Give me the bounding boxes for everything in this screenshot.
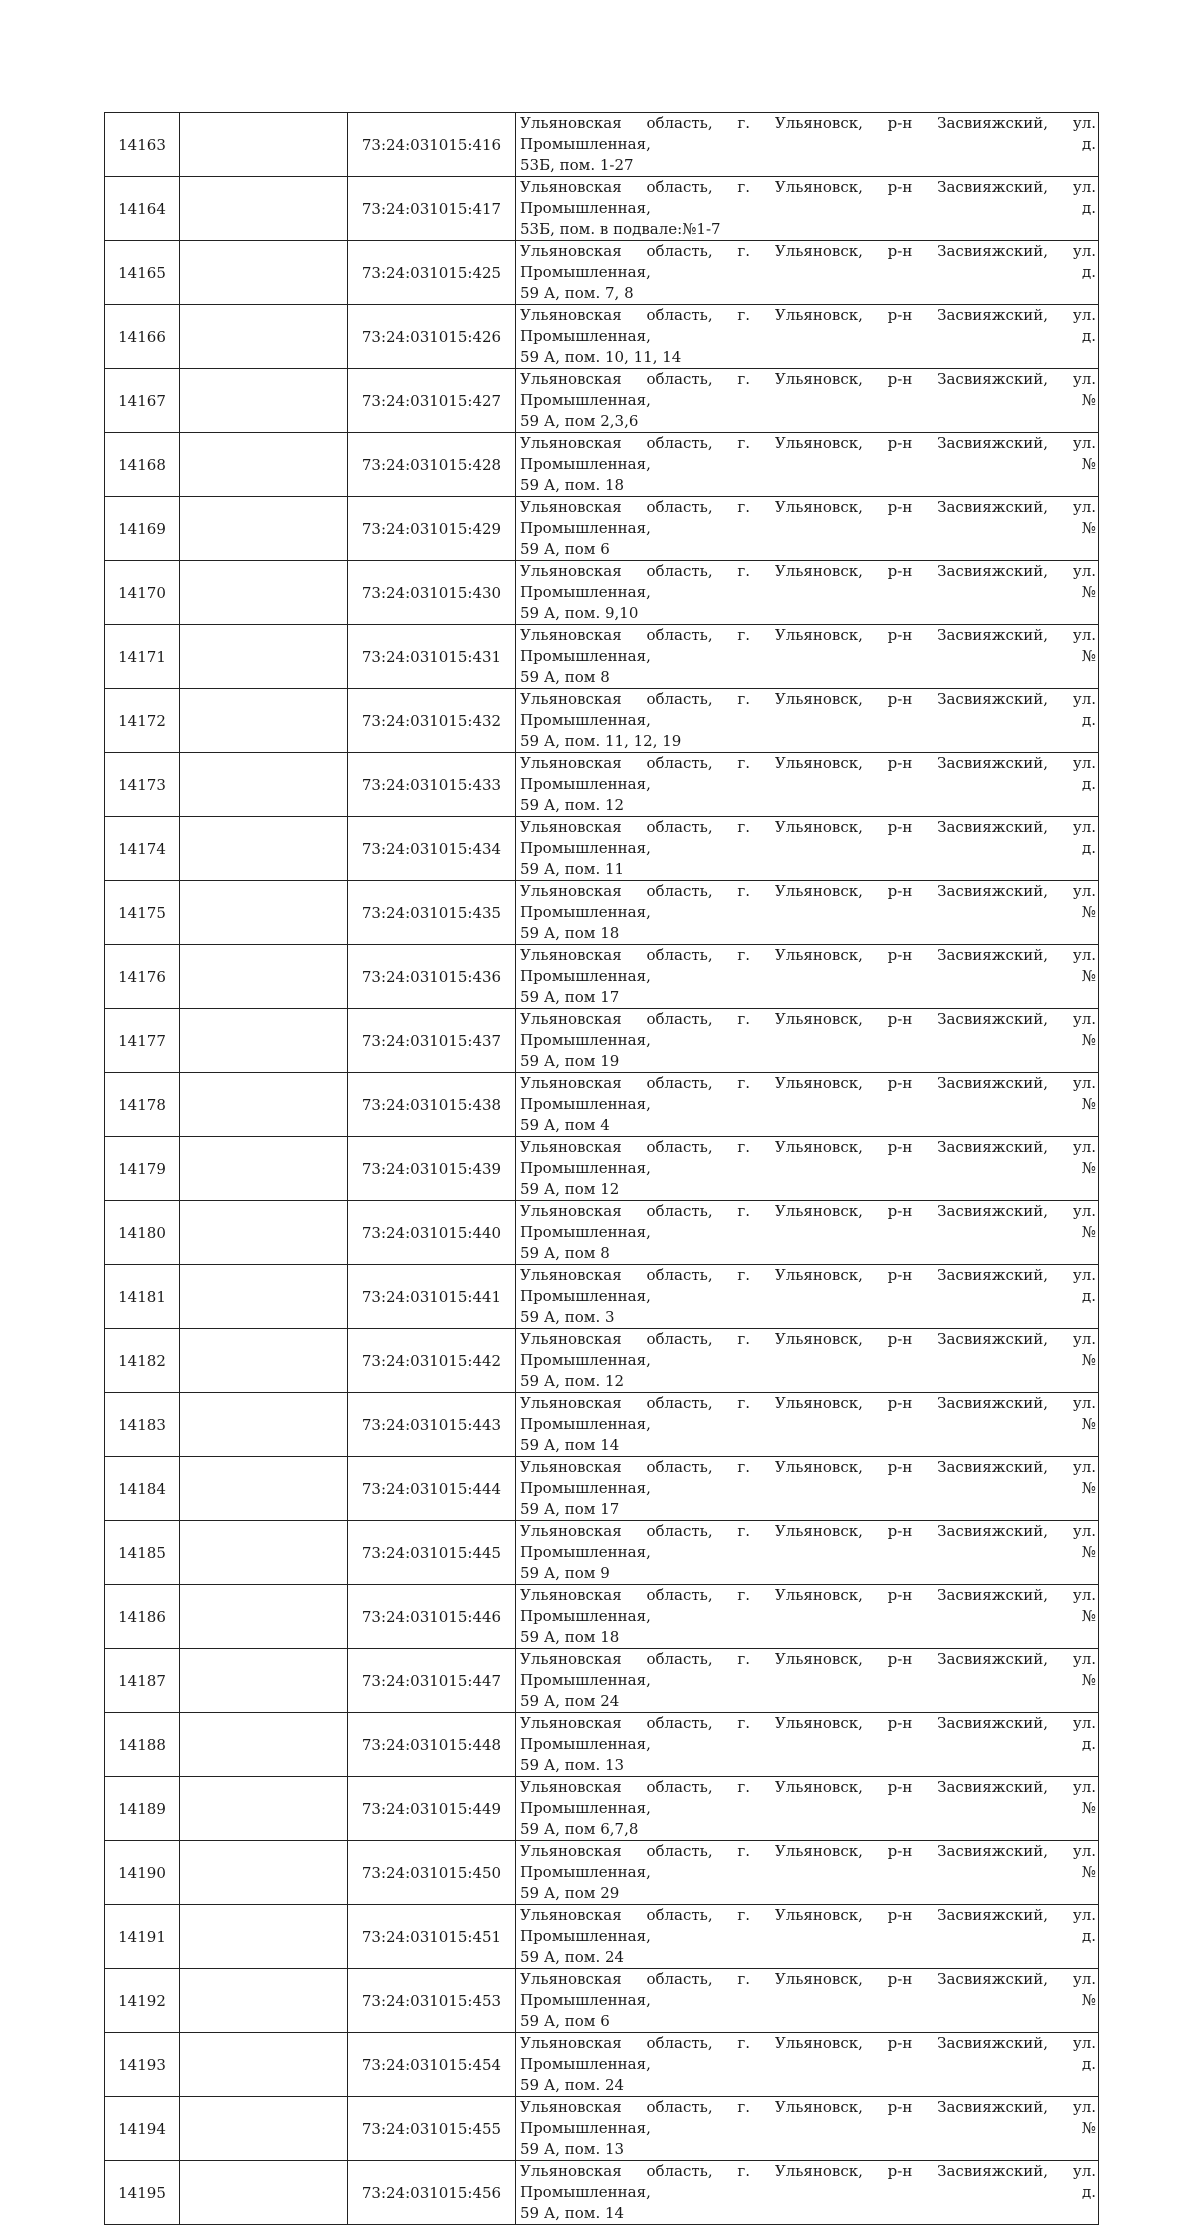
address-cell xyxy=(516,1329,1099,1393)
empty-cell xyxy=(180,753,348,817)
address-cell xyxy=(516,1201,1099,1265)
table-row xyxy=(105,561,1099,625)
address-line-2: 59 А, пом. 24 xyxy=(520,2076,625,2094)
cadastral-number-cell: 73:24:031015:417 xyxy=(348,177,516,241)
empty-cell xyxy=(180,1905,348,1969)
cadastral-number-cell: 73:24:031015:440 xyxy=(348,1201,516,1265)
table-row xyxy=(105,177,1099,241)
row-number-cell: 14173 xyxy=(105,753,180,817)
address-line-2: 59 А, пом. 11, 12, 19 xyxy=(520,732,682,750)
row-number-cell: 14183 xyxy=(105,1393,180,1457)
cadastral-number-cell: 73:24:031015:453 xyxy=(348,1969,516,2033)
address-line-1: Ульяновская область, г. Ульяновск, р-н Засвияжский, ул. Промышленная, д. xyxy=(520,114,1096,153)
row-number-cell: 14164 xyxy=(105,177,180,241)
address-line-1: Ульяновская область, г. Ульяновск, р-н Засвияжский, ул. Промышленная, д. xyxy=(520,178,1096,217)
empty-cell xyxy=(180,881,348,945)
empty-cell xyxy=(180,625,348,689)
address-line-1: Ульяновская область, г. Ульяновск, р-н Засвияжский, ул. Промышленная, № xyxy=(520,1522,1096,1561)
row-number-cell: 14167 xyxy=(105,369,180,433)
address-line-2: 59 А, пом 14 xyxy=(520,1436,620,1454)
empty-cell xyxy=(180,817,348,881)
empty-cell xyxy=(180,561,348,625)
address-line-2: 59 А, пом. 7, 8 xyxy=(520,284,634,302)
address-line-1: Ульяновская область, г. Ульяновск, р-н Засвияжский, ул. Промышленная, д. xyxy=(520,306,1096,345)
row-number-cell: 14174 xyxy=(105,817,180,881)
address-line-1: Ульяновская область, г. Ульяновск, р-н Засвияжский, ул. Промышленная, д. xyxy=(520,2034,1096,2073)
address-line-1: Ульяновская область, г. Ульяновск, р-н Засвияжский, ул. Промышленная, № xyxy=(520,1074,1096,1113)
address-line-1: Ульяновская область, г. Ульяновск, р-н Засвияжский, ул. Промышленная, № xyxy=(520,1842,1096,1881)
empty-cell xyxy=(180,689,348,753)
cadastral-number-cell: 73:24:031015:451 xyxy=(348,1905,516,1969)
table-row xyxy=(105,817,1099,881)
address-cell xyxy=(516,2033,1099,2097)
row-number-cell: 14178 xyxy=(105,1073,180,1137)
table-row xyxy=(105,1777,1099,1841)
empty-cell xyxy=(180,945,348,1009)
address-cell xyxy=(516,1649,1099,1713)
address-cell xyxy=(516,561,1099,625)
table-row xyxy=(105,753,1099,817)
address-line-2: 59 А, пом. 12 xyxy=(520,796,625,814)
address-line-1: Ульяновская область, г. Ульяновск, р-н Засвияжский, ул. Промышленная, д. xyxy=(520,754,1096,793)
table-row xyxy=(105,1585,1099,1649)
row-number-cell: 14193 xyxy=(105,2033,180,2097)
table-row xyxy=(105,1393,1099,1457)
empty-cell xyxy=(180,1073,348,1137)
address-line-2: 59 А, пом. 24 xyxy=(520,1948,625,1966)
address-line-2: 59 А, пом. 18 xyxy=(520,476,625,494)
table-row xyxy=(105,241,1099,305)
table-row xyxy=(105,1457,1099,1521)
address-line-2: 59 А, пом 4 xyxy=(520,1116,610,1134)
cadastral-number-cell: 73:24:031015:439 xyxy=(348,1137,516,1201)
row-number-cell: 14188 xyxy=(105,1713,180,1777)
row-number-cell: 14192 xyxy=(105,1969,180,2033)
row-number-cell: 14184 xyxy=(105,1457,180,1521)
empty-cell xyxy=(180,1585,348,1649)
address-cell xyxy=(516,1521,1099,1585)
address-cell xyxy=(516,1905,1099,1969)
row-number-cell: 14176 xyxy=(105,945,180,1009)
cadastral-number-cell: 73:24:031015:448 xyxy=(348,1713,516,1777)
cadastral-number-cell: 73:24:031015:441 xyxy=(348,1265,516,1329)
address-line-1: Ульяновская область, г. Ульяновск, р-н Засвияжский, ул. Промышленная, № xyxy=(520,946,1096,985)
row-number-cell: 14185 xyxy=(105,1521,180,1585)
address-line-1: Ульяновская область, г. Ульяновск, р-н Засвияжский, ул. Промышленная, д. xyxy=(520,690,1096,729)
address-line-1: Ульяновская область, г. Ульяновск, р-н Засвияжский, ул. Промышленная, № xyxy=(520,1330,1096,1369)
address-line-2: 59 А, пом. 11 xyxy=(520,860,625,878)
row-number-cell: 14190 xyxy=(105,1841,180,1905)
address-line-2: 59 А, пом 17 xyxy=(520,1500,620,1518)
row-number-cell: 14189 xyxy=(105,1777,180,1841)
row-number-cell: 14170 xyxy=(105,561,180,625)
address-cell xyxy=(516,1585,1099,1649)
row-number-cell: 14169 xyxy=(105,497,180,561)
address-line-2: 59 А, пом 6 xyxy=(520,2012,610,2030)
empty-cell xyxy=(180,1969,348,2033)
address-line-1: Ульяновская область, г. Ульяновск, р-н Засвияжский, ул. Промышленная, № xyxy=(520,1650,1096,1689)
table-row xyxy=(105,945,1099,1009)
address-line-2: 59 А, пом. 12 xyxy=(520,1372,625,1390)
table-row xyxy=(105,2161,1099,2225)
address-line-2: 53Б, пом. в подвале:№1-7 xyxy=(520,220,721,238)
table-row xyxy=(105,305,1099,369)
address-cell xyxy=(516,1009,1099,1073)
empty-cell xyxy=(180,2097,348,2161)
address-line-2: 59 А, пом 17 xyxy=(520,988,620,1006)
address-cell xyxy=(516,241,1099,305)
table-row xyxy=(105,1905,1099,1969)
row-number-cell: 14172 xyxy=(105,689,180,753)
table-row xyxy=(105,1265,1099,1329)
table-row xyxy=(105,1073,1099,1137)
table-row xyxy=(105,689,1099,753)
address-cell xyxy=(516,305,1099,369)
address-line-2: 59 А, пом 24 xyxy=(520,1692,620,1710)
address-cell xyxy=(516,1073,1099,1137)
cadastral-number-cell: 73:24:031015:430 xyxy=(348,561,516,625)
row-number-cell: 14168 xyxy=(105,433,180,497)
address-cell xyxy=(516,433,1099,497)
address-line-1: Ульяновская область, г. Ульяновск, р-н Засвияжский, ул. Промышленная, № xyxy=(520,370,1096,409)
address-line-1: Ульяновская область, г. Ульяновск, р-н Засвияжский, ул. Промышленная, д. xyxy=(520,2162,1096,2201)
address-line-2: 59 А, пом. 13 xyxy=(520,2140,625,2158)
row-number-cell: 14179 xyxy=(105,1137,180,1201)
address-line-2: 59 А, пом 12 xyxy=(520,1180,620,1198)
table-row xyxy=(105,1201,1099,1265)
cadastral-number-cell: 73:24:031015:449 xyxy=(348,1777,516,1841)
table-row xyxy=(105,1009,1099,1073)
address-line-1: Ульяновская область, г. Ульяновск, р-н Засвияжский, ул. Промышленная, № xyxy=(520,1458,1096,1497)
empty-cell xyxy=(180,1393,348,1457)
row-number-cell: 14187 xyxy=(105,1649,180,1713)
empty-cell xyxy=(180,1009,348,1073)
address-line-2: 59 А, пом. 3 xyxy=(520,1308,615,1326)
address-cell xyxy=(516,753,1099,817)
address-line-2: 59 А, пом. 9,10 xyxy=(520,604,639,622)
empty-cell xyxy=(180,241,348,305)
address-line-1: Ульяновская область, г. Ульяновск, р-н Засвияжский, ул. Промышленная, д. xyxy=(520,242,1096,281)
address-cell xyxy=(516,497,1099,561)
address-cell xyxy=(516,1841,1099,1905)
cadastral-number-cell: 73:24:031015:447 xyxy=(348,1649,516,1713)
empty-cell xyxy=(180,1201,348,1265)
registry-table xyxy=(104,112,1099,2225)
address-line-1: Ульяновская область, г. Ульяновск, р-н Засвияжский, ул. Промышленная, № xyxy=(520,1202,1096,1241)
address-cell xyxy=(516,1713,1099,1777)
address-cell xyxy=(516,1457,1099,1521)
table-row xyxy=(105,1713,1099,1777)
row-number-cell: 14186 xyxy=(105,1585,180,1649)
address-line-2: 59 А, пом 29 xyxy=(520,1884,620,1902)
cadastral-number-cell: 73:24:031015:425 xyxy=(348,241,516,305)
row-number-cell: 14182 xyxy=(105,1329,180,1393)
address-line-1: Ульяновская область, г. Ульяновск, р-н Засвияжский, ул. Промышленная, № xyxy=(520,1010,1096,1049)
cadastral-number-cell: 73:24:031015:456 xyxy=(348,2161,516,2225)
address-cell xyxy=(516,369,1099,433)
address-line-1: Ульяновская область, г. Ульяновск, р-н Засвияжский, ул. Промышленная, № xyxy=(520,1778,1096,1817)
row-number-cell: 14163 xyxy=(105,113,180,177)
address-line-2: 59 А, пом 6 xyxy=(520,540,610,558)
address-line-1: Ульяновская область, г. Ульяновск, р-н Засвияжский, ул. Промышленная, № xyxy=(520,1394,1096,1433)
address-line-2: 59 А, пом 9 xyxy=(520,1564,610,1582)
address-line-1: Ульяновская область, г. Ульяновск, р-н Засвияжский, ул. Промышленная, № xyxy=(520,1138,1096,1177)
table-row xyxy=(105,1841,1099,1905)
address-line-1: Ульяновская область, г. Ульяновск, р-н Засвияжский, ул. Промышленная, д. xyxy=(520,1266,1096,1305)
empty-cell xyxy=(180,1329,348,1393)
cadastral-number-cell: 73:24:031015:438 xyxy=(348,1073,516,1137)
table-row xyxy=(105,113,1099,177)
address-line-2: 59 А, пом 18 xyxy=(520,924,620,942)
table-row xyxy=(105,497,1099,561)
empty-cell xyxy=(180,1521,348,1585)
address-cell xyxy=(516,881,1099,945)
row-number-cell: 14177 xyxy=(105,1009,180,1073)
address-line-1: Ульяновская область, г. Ульяновск, р-н Засвияжский, ул. Промышленная, № xyxy=(520,1586,1096,1625)
table-row xyxy=(105,1521,1099,1585)
registry-table-body xyxy=(105,113,1099,2225)
table-row xyxy=(105,1649,1099,1713)
address-cell xyxy=(516,2161,1099,2225)
empty-cell xyxy=(180,369,348,433)
cadastral-number-cell: 73:24:031015:443 xyxy=(348,1393,516,1457)
cadastral-number-cell: 73:24:031015:435 xyxy=(348,881,516,945)
empty-cell xyxy=(180,1457,348,1521)
address-line-2: 59 А, пом 18 xyxy=(520,1628,620,1646)
cadastral-number-cell: 73:24:031015:426 xyxy=(348,305,516,369)
cadastral-number-cell: 73:24:031015:434 xyxy=(348,817,516,881)
cadastral-number-cell: 73:24:031015:427 xyxy=(348,369,516,433)
address-line-2: 53Б, пом. 1-27 xyxy=(520,156,634,174)
address-line-1: Ульяновская область, г. Ульяновск, р-н Засвияжский, ул. Промышленная, № xyxy=(520,882,1096,921)
empty-cell xyxy=(180,1777,348,1841)
address-line-2: 59 А, пом 8 xyxy=(520,1244,610,1262)
cadastral-number-cell: 73:24:031015:446 xyxy=(348,1585,516,1649)
table-row xyxy=(105,369,1099,433)
address-line-1: Ульяновская область, г. Ульяновск, р-н Засвияжский, ул. Промышленная, № xyxy=(520,2098,1096,2137)
row-number-cell: 14171 xyxy=(105,625,180,689)
address-cell xyxy=(516,625,1099,689)
cadastral-number-cell: 73:24:031015:429 xyxy=(348,497,516,561)
table-row xyxy=(105,881,1099,945)
address-cell xyxy=(516,1969,1099,2033)
address-line-2: 59 А, пом. 10, 11, 14 xyxy=(520,348,682,366)
empty-cell xyxy=(180,1137,348,1201)
row-number-cell: 14181 xyxy=(105,1265,180,1329)
table-row xyxy=(105,2033,1099,2097)
empty-cell xyxy=(180,1713,348,1777)
table-row xyxy=(105,1329,1099,1393)
address-cell xyxy=(516,817,1099,881)
address-line-1: Ульяновская область, г. Ульяновск, р-н Засвияжский, ул. Промышленная, № xyxy=(520,1970,1096,2009)
empty-cell xyxy=(180,113,348,177)
address-line-2: 59 А, пом 6,7,8 xyxy=(520,1820,639,1838)
address-cell xyxy=(516,1265,1099,1329)
empty-cell xyxy=(180,305,348,369)
table-row xyxy=(105,1137,1099,1201)
address-cell xyxy=(516,113,1099,177)
cadastral-number-cell: 73:24:031015:455 xyxy=(348,2097,516,2161)
cadastral-number-cell: 73:24:031015:450 xyxy=(348,1841,516,1905)
address-cell xyxy=(516,2097,1099,2161)
cadastral-number-cell: 73:24:031015:432 xyxy=(348,689,516,753)
empty-cell xyxy=(180,2161,348,2225)
address-cell xyxy=(516,945,1099,1009)
address-line-2: 59 А, пом. 14 xyxy=(520,2204,625,2222)
address-cell xyxy=(516,1393,1099,1457)
empty-cell xyxy=(180,2033,348,2097)
table-row xyxy=(105,433,1099,497)
cadastral-number-cell: 73:24:031015:428 xyxy=(348,433,516,497)
address-line-1: Ульяновская область, г. Ульяновск, р-н Засвияжский, ул. Промышленная, № xyxy=(520,498,1096,537)
address-line-1: Ульяновская область, г. Ульяновск, р-н Засвияжский, ул. Промышленная, д. xyxy=(520,818,1096,857)
table-row xyxy=(105,625,1099,689)
row-number-cell: 14175 xyxy=(105,881,180,945)
address-cell xyxy=(516,1137,1099,1201)
empty-cell xyxy=(180,1649,348,1713)
address-cell xyxy=(516,689,1099,753)
table-row xyxy=(105,2097,1099,2161)
cadastral-number-cell: 73:24:031015:445 xyxy=(348,1521,516,1585)
row-number-cell: 14180 xyxy=(105,1201,180,1265)
empty-cell xyxy=(180,1841,348,1905)
cadastral-number-cell: 73:24:031015:437 xyxy=(348,1009,516,1073)
empty-cell xyxy=(180,433,348,497)
empty-cell xyxy=(180,1265,348,1329)
address-line-1: Ульяновская область, г. Ульяновск, р-н Засвияжский, ул. Промышленная, д. xyxy=(520,1906,1096,1945)
row-number-cell: 14194 xyxy=(105,2097,180,2161)
empty-cell xyxy=(180,497,348,561)
address-line-1: Ульяновская область, г. Ульяновск, р-н Засвияжский, ул. Промышленная, д. xyxy=(520,1714,1096,1753)
cadastral-number-cell: 73:24:031015:436 xyxy=(348,945,516,1009)
address-line-2: 59 А, пом 8 xyxy=(520,668,610,686)
address-cell xyxy=(516,177,1099,241)
address-line-1: Ульяновская область, г. Ульяновск, р-н Засвияжский, ул. Промышленная, № xyxy=(520,626,1096,665)
row-number-cell: 14191 xyxy=(105,1905,180,1969)
address-line-2: 59 А, пом 2,3,6 xyxy=(520,412,639,430)
row-number-cell: 14166 xyxy=(105,305,180,369)
cadastral-number-cell: 73:24:031015:454 xyxy=(348,2033,516,2097)
cadastral-number-cell: 73:24:031015:416 xyxy=(348,113,516,177)
row-number-cell: 14165 xyxy=(105,241,180,305)
row-number-cell: 14195 xyxy=(105,2161,180,2225)
empty-cell xyxy=(180,177,348,241)
address-cell xyxy=(516,1777,1099,1841)
address-line-2: 59 А, пом. 13 xyxy=(520,1756,625,1774)
cadastral-number-cell: 73:24:031015:431 xyxy=(348,625,516,689)
address-line-2: 59 А, пом 19 xyxy=(520,1052,620,1070)
cadastral-number-cell: 73:24:031015:442 xyxy=(348,1329,516,1393)
cadastral-number-cell: 73:24:031015:433 xyxy=(348,753,516,817)
cadastral-number-cell: 73:24:031015:444 xyxy=(348,1457,516,1521)
address-line-1: Ульяновская область, г. Ульяновск, р-н Засвияжский, ул. Промышленная, № xyxy=(520,434,1096,473)
address-line-1: Ульяновская область, г. Ульяновск, р-н Засвияжский, ул. Промышленная, № xyxy=(520,562,1096,601)
table-row xyxy=(105,1969,1099,2033)
